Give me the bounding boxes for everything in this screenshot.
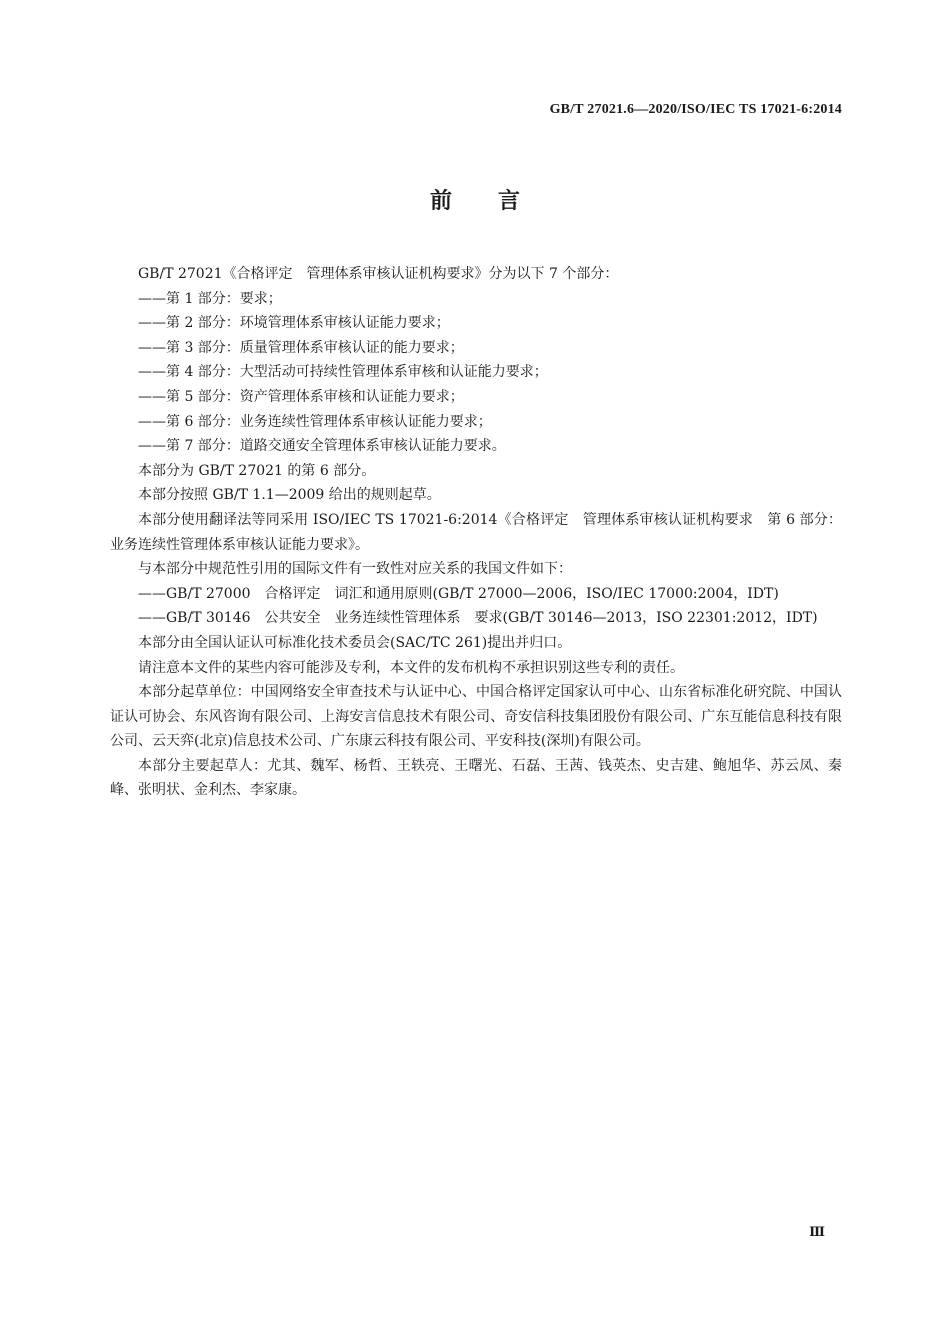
drafters-paragraph: 本部分主要起草人：尤其、魏军、杨哲、王轶亮、王曙光、石磊、王茜、钱英杰、史吉建、鲍旭华、苏云凤、秦峰、张明状、金利杰、李家康。 [110,757,842,799]
drafting-units-paragraph: 本部分起草单位：中国网络安全审查技术与认证中心、中国合格评定国家认可中心、山东省标准化研究院、中国认证认可协会、东风咨询有限公司、上海安言信息技术有限公司、奇安信科技集团股份有限公司、广东互能信息科技有限公司、云天弈(北京)信息技术公司、广东康云科技有限公司、平安科技(深圳)有限公司。 [110,684,842,750]
drafting-rules-paragraph: 本部分按照 GB/T 1.1—2009 给出的规则起草。 [138,487,441,504]
part-list-item: ——第 2 部分：环境管理体系审核认证能力要求； [138,315,450,332]
title-char-2: 言 [498,189,521,214]
page-title [0,184,950,215]
page-number: Ⅲ [809,1224,825,1239]
part-list-item: ——第 6 部分：业务连续性管理体系审核认证能力要求； [138,413,492,430]
correspondence-item: ——GB/T 30146 公共安全 业务连续性管理体系 要求(GB/T 30146—2013，ISO 22301:2012，IDT) [138,610,818,627]
part-list-item: ——第 3 部分：质量管理体系审核认证的能力要求； [138,339,464,356]
proposed-by-paragraph: 本部分由全国认证认可标准化技术委员会(SAC/TC 261)提出并归口。 [138,634,572,651]
standard-code-header: GB/T 27021.6—2020/ISO/IEC TS 17021-6:2014 [549,102,842,117]
title-char-1: 前 [429,189,452,214]
part-list-item: ——第 7 部分：道路交通安全管理体系审核认证能力要求。 [138,438,506,455]
part-list-item: ——第 1 部分：要求； [138,290,282,307]
this-part-paragraph: 本部分为 GB/T 27021 的第 6 部分。 [138,462,376,479]
part-list-item: ——第 5 部分：资产管理体系审核和认证能力要求； [138,388,464,405]
correspondence-intro: 与本部分中规范性引用的国际文件有一致性对应关系的我国文件如下： [138,561,572,578]
correspondence-item: ——GB/T 27000 合格评定 词汇和通用原则(GB/T 27000—2006，ISO/IEC 17000:2004，IDT) [138,585,779,602]
patent-notice-paragraph: 请注意本文件的某些内容可能涉及专利，本文件的发布机构不承担识别这些专利的责任。 [138,659,684,676]
adoption-paragraph: 本部分使用翻译法等同采用 ISO/IEC TS 17021-6:2014《合格评定 管理体系审核认证机构要求 第 6 部分：业务连续性管理体系审核认证能力要求》。 [110,511,842,553]
part-list-item: ——第 4 部分：大型活动可持续性管理体系审核和认证能力要求； [138,364,548,381]
intro-paragraph: GB/T 27021《合格评定 管理体系审核认证机构要求》分为以下 7 个部分： [138,266,619,282]
foreword-body [110,262,842,803]
